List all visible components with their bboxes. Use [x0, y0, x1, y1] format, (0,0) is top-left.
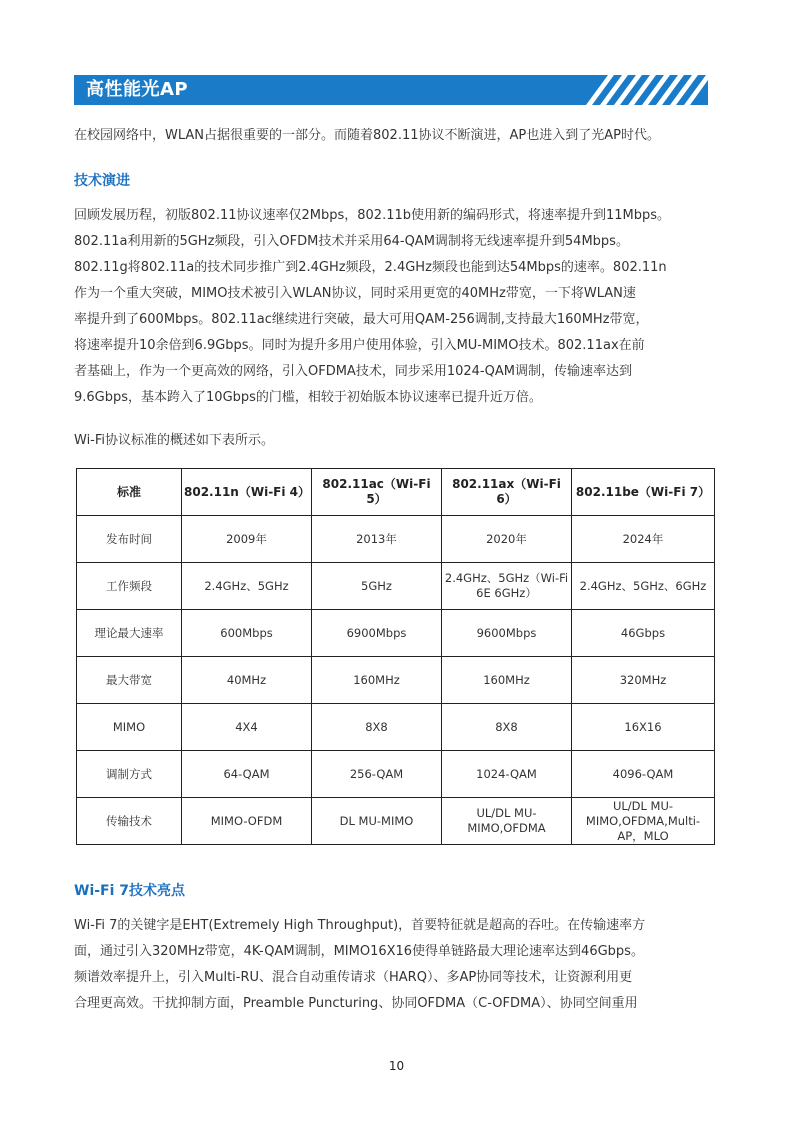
table-row [77, 704, 715, 751]
table-header-row [77, 469, 715, 516]
table-cell: 6900Mbps [312, 610, 442, 657]
table-cell: UL/DL MU-MIMO,OFDMA,Multi-AP，MLO [572, 798, 715, 845]
paragraph-line: 将速率提升10余倍到6.9Gbps。同时为提升多用户使用体验，引入MU-MIMO技术。802.11ax在前 [74, 338, 645, 353]
table-row [77, 751, 715, 798]
table-cell: 320MHz [572, 657, 715, 704]
table-header-cell: 标准 [77, 469, 182, 516]
section-heading-evolution: 技术演进 [74, 173, 130, 189]
table-cell: 发布时间 [77, 516, 182, 563]
table-header-cell: 802.11ax（Wi-Fi 6） [442, 469, 572, 516]
paragraph-line: 率提升到了600Mbps。802.11ac继续进行突破，最大可用QAM-256调制,支持最大160MHz带宽， [74, 312, 649, 327]
wifi-standards-table [76, 468, 715, 845]
table-cell: 46Gbps [572, 610, 715, 657]
table-cell: 64-QAM [182, 751, 312, 798]
table-cell: 2009年 [182, 516, 312, 563]
section-banner [74, 75, 708, 105]
table-intro: Wi-Fi协议标准的概述如下表所示。 [74, 433, 275, 448]
decorative-stripes-icon [568, 75, 708, 105]
table-cell: UL/DL MU-MIMO,OFDMA [442, 798, 572, 845]
section-heading-wifi7: Wi-Fi 7技术亮点 [74, 883, 186, 899]
table-header-cell: 802.11ac（Wi-Fi 5） [312, 469, 442, 516]
table-cell: 2.4GHz、5GHz [182, 563, 312, 610]
table-cell: 理论最大速率 [77, 610, 182, 657]
table-cell: 4096-QAM [572, 751, 715, 798]
table-cell: 2.4GHz、5GHz、6GHz [572, 563, 715, 610]
table-cell: 8X8 [442, 704, 572, 751]
table-cell: 最大带宽 [77, 657, 182, 704]
table-row [77, 798, 715, 845]
table-cell: 160MHz [442, 657, 572, 704]
paragraph-line: 9.6Gbps，基本跨入了10Gbps的门槛，相较于初始版本协议速率已提升近万倍。 [74, 390, 542, 405]
intro-paragraph: 在校园网络中，WLAN占据很重要的一部分。而随着802.11协议不断演进，AP也进入到了光AP时代。 [74, 128, 660, 143]
paragraph-line: 802.11g将802.11a的技术同步推广到2.4GHz频段，2.4GHz频段也能到达54Mbps的速率。802.11n [74, 260, 667, 275]
table-cell: 2024年 [572, 516, 715, 563]
table-cell: DL MU-MIMO [312, 798, 442, 845]
banner-title: 高性能光AP [86, 79, 189, 100]
table-cell: 160MHz [312, 657, 442, 704]
page-number: 10 [388, 1059, 405, 1073]
table-cell: 16X16 [572, 704, 715, 751]
table-row [77, 610, 715, 657]
table-header-cell: 802.11n（Wi-Fi 4） [182, 469, 312, 516]
table-cell: MIMO-OFDM [182, 798, 312, 845]
table-cell: 600Mbps [182, 610, 312, 657]
table-row [77, 657, 715, 704]
paragraph-line: 回顾发展历程，初版802.11协议速率仅2Mbps，802.11b使用新的编码形式，将速率提升到11Mbps。 [74, 208, 671, 223]
paragraph-line: 频谱效率提升上，引入Multi-RU、混合自动重传请求（HARQ）、多AP协同等技术，让资源利用更 [74, 970, 633, 985]
table-cell: 8X8 [312, 704, 442, 751]
table-cell: 5GHz [312, 563, 442, 610]
table-cell: MIMO [77, 704, 182, 751]
table-cell: 1024-QAM [442, 751, 572, 798]
table-cell: 4X4 [182, 704, 312, 751]
paragraph-line: 802.11a利用新的5GHz频段，引入OFDM技术并采用64-QAM调制将无线速率提升到54Mbps。 [74, 234, 629, 249]
table-cell: 2013年 [312, 516, 442, 563]
table-cell: 256-QAM [312, 751, 442, 798]
paragraph-line: 合理更高效。干扰抑制方面，Preamble Puncturing、协同OFDMA（C-OFDMA）、协同空间重用 [74, 996, 638, 1011]
paragraph-line: 作为一个重大突破，MIMO技术被引入WLAN协议，同时采用更宽的40MHz带宽，一下将WLAN速 [74, 286, 636, 301]
table-cell: 调制方式 [77, 751, 182, 798]
paragraph-line: Wi-Fi 7的关键字是EHT(Extremely High Throughput)，首要特征就是超高的吞吐。在传输速率方 [74, 918, 646, 933]
paragraph-line: 面，通过引入320MHz带宽，4K-QAM调制，MIMO16X16使得单链路最大理论速率达到46Gbps。 [74, 944, 644, 959]
table-cell: 40MHz [182, 657, 312, 704]
table-row [77, 563, 715, 610]
table-cell: 9600Mbps [442, 610, 572, 657]
paragraph-line: 者基础上，作为一个更高效的网络，引入OFDMA技术，同步采用1024-QAM调制，传输速率达到 [74, 364, 632, 379]
table-cell: 工作频段 [77, 563, 182, 610]
table-row [77, 516, 715, 563]
table-cell: 2.4GHz、5GHz（Wi-Fi 6E 6GHz） [442, 563, 572, 610]
table-cell: 2020年 [442, 516, 572, 563]
table-cell: 传输技术 [77, 798, 182, 845]
table-header-cell: 802.11be（Wi-Fi 7） [572, 469, 715, 516]
